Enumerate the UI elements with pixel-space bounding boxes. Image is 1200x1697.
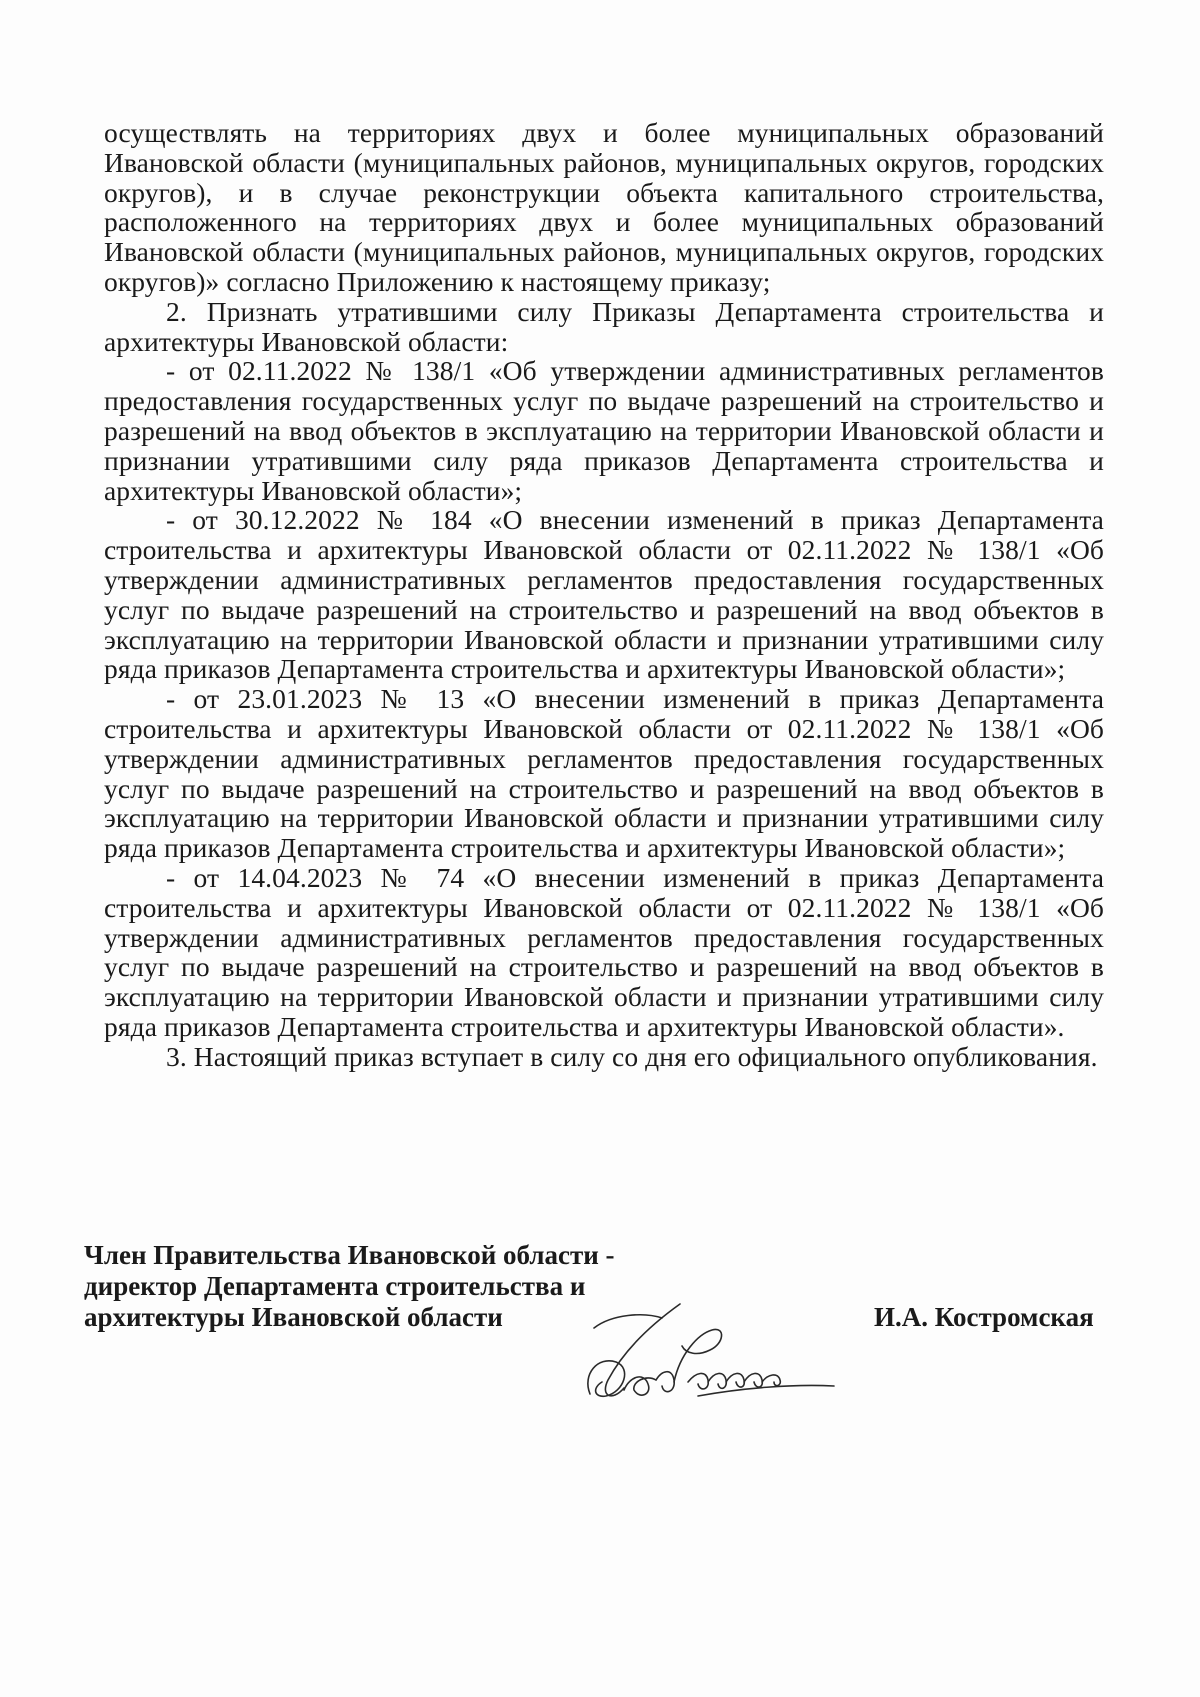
signer-title-line-2: директор Департамента строительства и <box>84 1271 586 1301</box>
paragraph-order-138-1: - от 02.11.2022 № 138/1 «Об утверждении административных регламентов предоставления государственных услуг по выдаче разрешений на строительство и разрешений на ввод объектов в эксплуатацию на территории Ивановской области и признании утратившими силу ряда приказов Департамента строительства и архитектуры Ивановской области»; <box>104 355 1104 506</box>
paragraph-continuation: осуществлять на территориях двух и более муниципальных образований Ивановской области (муниципальных районов, муниципальных округов, городских округов), и в случае реконструкции объекта капитального строительства, расположенного на территориях двух и более муниципальных образований Ивановской области (муниципальных районов, муниципальных округов, городских округов)» согласно Приложению к настоящему приказу; <box>104 117 1104 297</box>
document-body <box>104 118 1104 1072</box>
signer-name: И.А. Костромская <box>874 1302 1094 1332</box>
paragraph-order-74: - от 14.04.2023 № 74 «О внесении изменений в приказ Департамента строительства и архитектуры Ивановской области от 02.11.2022 № 138/1 «Об утверждении административных регламентов предоставления государственных услуг по выдаче разрешений на строительство и разрешений на ввод объектов в эксплуатацию на территории Ивановской области и признании утратившими силу ряда приказов Департамента строительства и архитектуры Ивановской области». <box>104 861 1104 1042</box>
signer-title-line-1: Член Правительства Ивановской области - <box>84 1240 615 1270</box>
paragraph-item-3: 3. Настоящий приказ вступает в силу со дня его официального опубликования. <box>166 1040 1098 1072</box>
paragraph-item-2: 2. Признать утратившими силу Приказы Департамента строительства и архитектуры Ивановской области: <box>104 295 1104 357</box>
signature-block <box>84 1240 1124 1440</box>
paragraph-order-13: - от 23.01.2023 № 13 «О внесении изменений в приказ Департамента строительства и архитектуры Ивановской области от 02.11.2022 № 138/1 «Об утверждении административных регламентов предоставления государственных услуг по выдаче разрешений на строительство и разрешений на ввод объектов в эксплуатацию на территории Ивановской области и признании утратившими силу ряда приказов Департамента строительства и архитектуры Ивановской области»; <box>104 683 1104 864</box>
signer-title-line-3: архитектуры Ивановской области <box>84 1302 503 1332</box>
handwritten-signature-icon <box>512 1284 842 1424</box>
paragraph-order-184: - от 30.12.2022 № 184 «О внесении изменений в приказ Департамента строительства и архитектуры Ивановской области от 02.11.2022 № 138/1 «Об утверждении административных регламентов предоставления государственных услуг по выдаче разрешений на строительство и разрешений на ввод объектов в эксплуатацию на территории Ивановской области и признании утратившими силу ряда приказов Департамента строительства и архитектуры Ивановской области»; <box>104 504 1104 685</box>
